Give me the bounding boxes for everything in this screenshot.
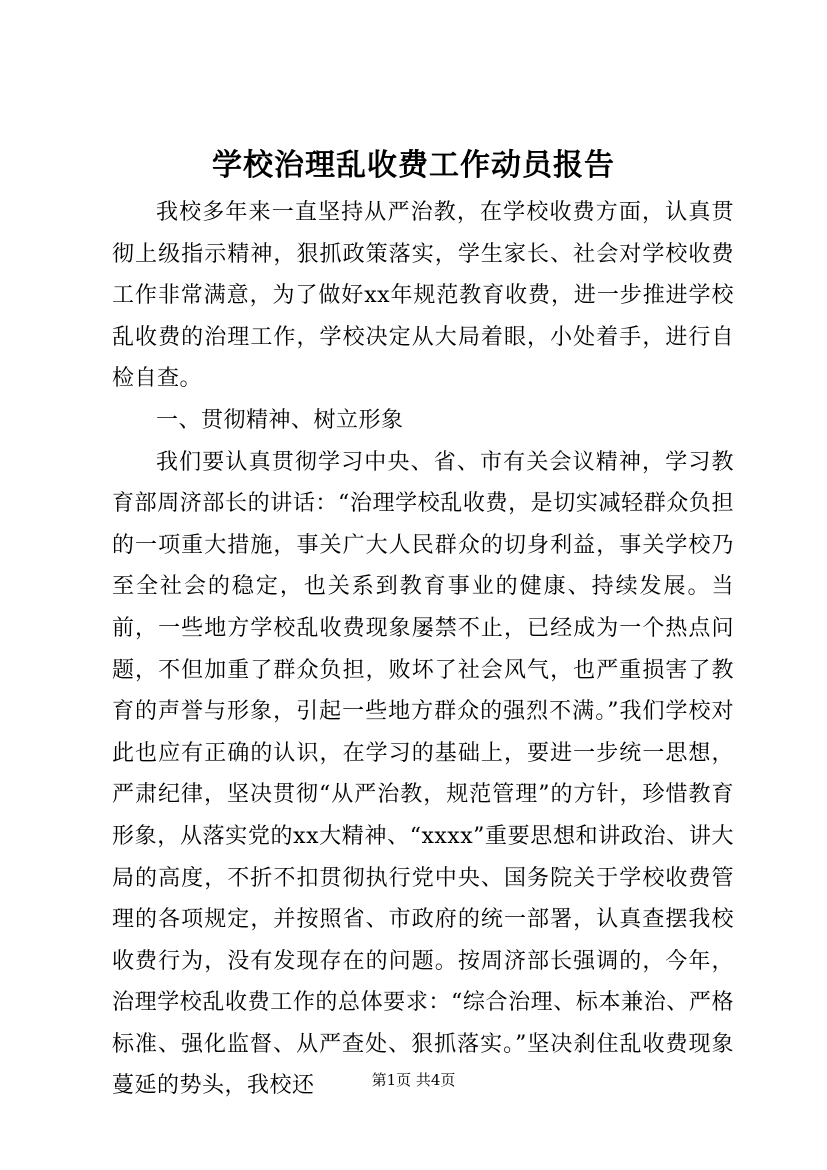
document-body [112,192,734,1107]
page-number: 第1页 共4页 [371,1071,456,1089]
paragraph-intro: 我校多年来一直坚持从严治教，在学校收费方面，认真贯彻上级指示精神，狠抓政策落实，学生家长、社会对学校收费工作非常满意，为了做好xx年规范教育收费，进一步推进学校乱收费的治理工作，学校决定从大局着眼，小处着手，进行自检自查。 [112,200,734,392]
section-heading: 一、贯彻精神、树立形象 [156,407,404,433]
document-title: 学校治理乱收费工作动员报告 [212,148,615,183]
paragraph-main: 我们要认真贯彻学习中央、省、市有关会议精神，学习教育部周济部长的讲话：“治理学校乱收费，是切实减轻群众负担的一项重大措施，事关广大人民群众的切身利益，事关学校乃至全社会的稳定，也关系到教育事业的健康、持续发展。当前，一些地方学校乱收费现象屡禁不止，已经成为一个热点问题，不但加重了群众负担，败坏了社会风气，也严重损害了教育的声誉与形象，引起一些地方群众的强烈不满。”我们学校对此也应有正确的认识，在学习的基础上，要进一步统一思想，严肃纪律，坚决贯彻“从严治教，规范管理”的方针，珍惜教育形象，从落实党的xx大精神、“xxxx”重要思想和讲政治、讲大局的高度，不折不扣贯彻执行党中央、国务院关于学校收费管理的各项规定，并按照省、市政府的统一部署，认真查摆我校收费行为，没有发现存在的问题。按周济部长强调的，今年，治理学校乱收费工作的总体要求：“综合治理、标本兼治、严格标准、强化监督、从严查处、狠抓落实。”坚决刹住乱收费现象蔓延的势头，我校还 [112,449,734,1099]
